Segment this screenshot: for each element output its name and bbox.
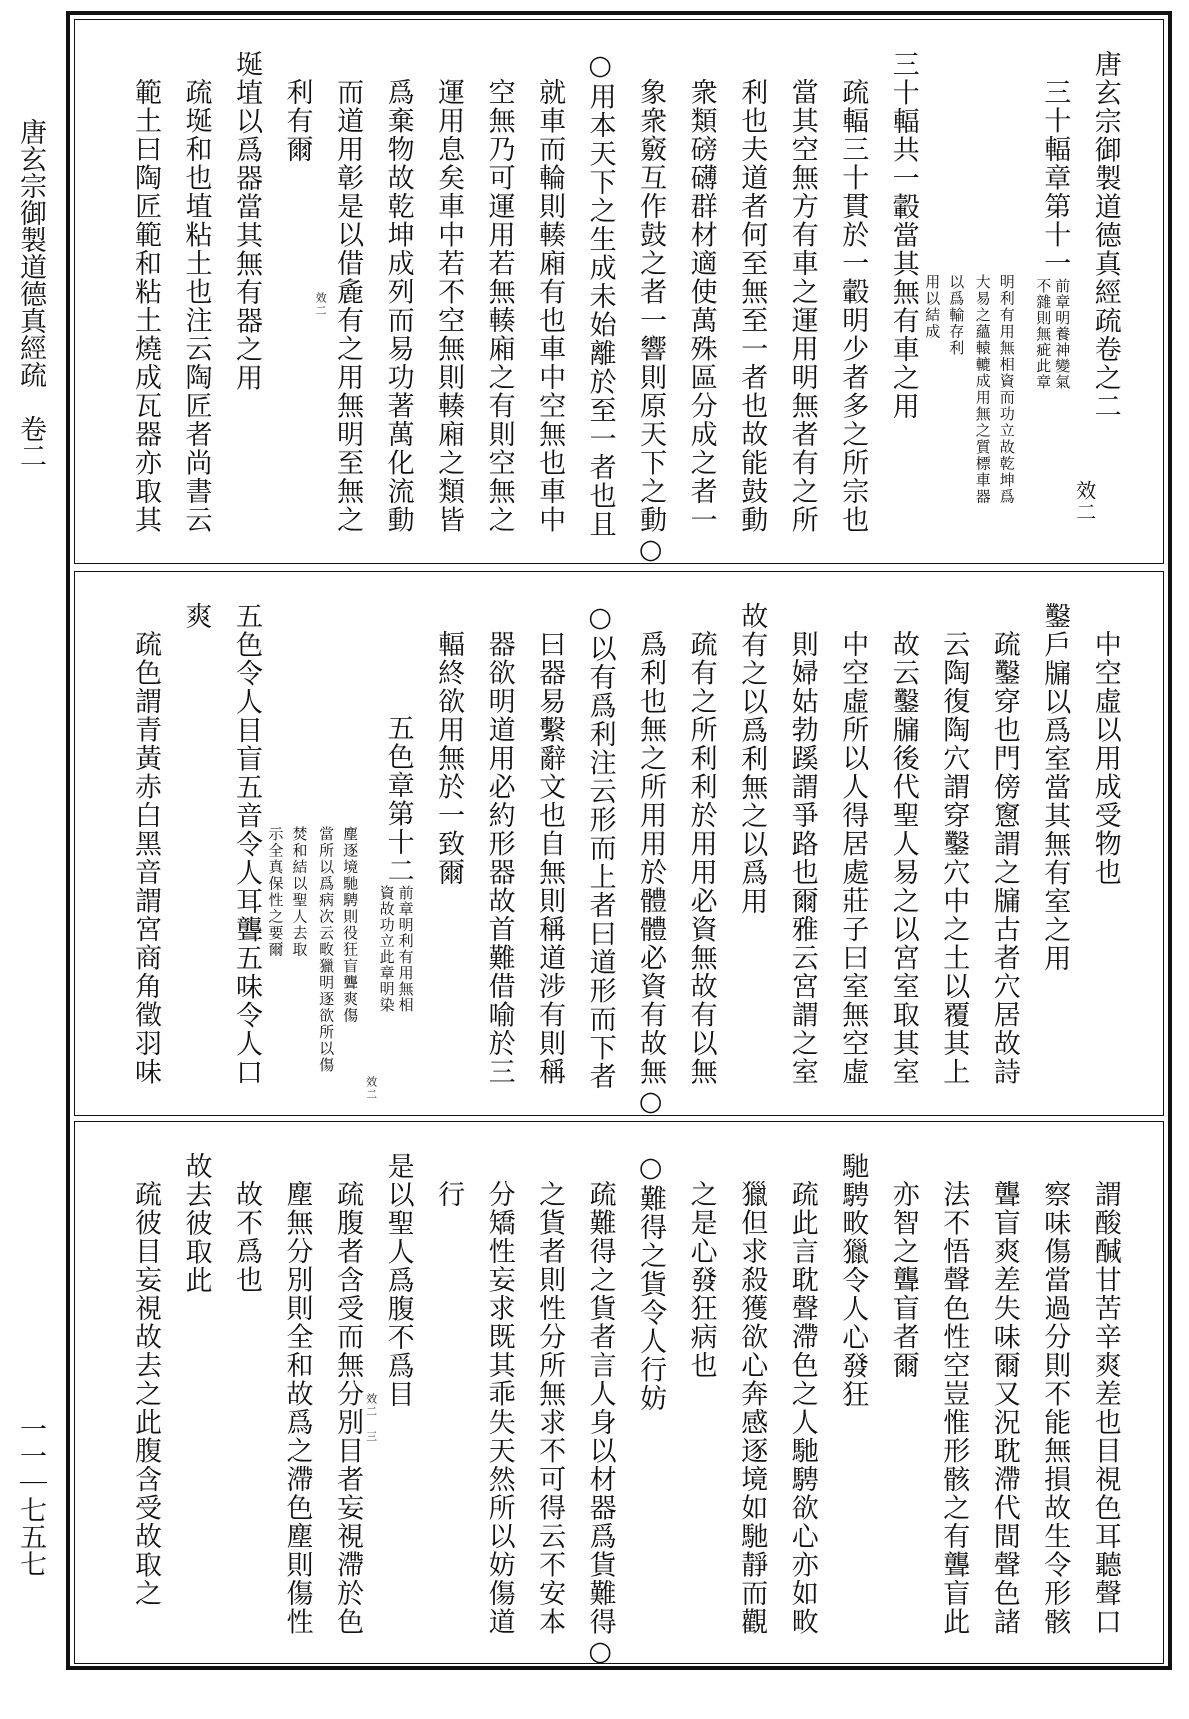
text-column	[919, 572, 969, 1115]
register-middle	[74, 571, 1164, 1119]
column-text: 而道用彰是以借麁有之用無明至無之	[332, 78, 364, 534]
column-text: 空無乃可運用若無輳廂之有則空無之	[483, 78, 515, 534]
text-column	[212, 20, 262, 563]
text-column	[364, 20, 414, 563]
column-text: 疏腹者含受而無分別目者妄視滯於色	[332, 1180, 364, 1636]
column-text: 馳騁畋獵令人心發狂	[837, 1152, 869, 1409]
text-column	[414, 20, 464, 563]
column-text: 衆類磅礴群材適使萬殊區分成之者一	[685, 78, 717, 534]
text-column	[667, 572, 717, 1115]
column-text: 是以聖人爲腹不爲目	[382, 1152, 414, 1409]
column-text: 疏埏和也埴粘土也注云陶匠者尚書云	[180, 78, 212, 534]
annotation-line: 當所以爲病次云畋獵明逐欲所以傷	[317, 826, 336, 1074]
column-text: 分矯性妄求既其乖失天然所以妨傷道	[483, 1180, 515, 1636]
text-column	[414, 572, 464, 1115]
column-text: 器欲明道用必約形器故首難借喻於三	[483, 630, 515, 1086]
column-text: 曰器易繫辭文也自無則稱道涉有則稱	[534, 630, 566, 1086]
side-mark: 效二 三	[364, 1392, 378, 1443]
margin-book-title: 唐玄宗御製道德真經疏 卷二	[15, 118, 46, 469]
text-column	[162, 20, 212, 563]
column-text: 疏彼目妄視故去之此腹含受故取之	[130, 1180, 161, 1608]
page-frame	[66, 11, 1172, 1670]
text-column	[768, 1122, 818, 1663]
text-column	[566, 20, 616, 563]
column-text: 故云鑿牖後代聖人易之以宮室取其室	[887, 630, 919, 1086]
annotation-line: 塵逐境馳騁則役狂盲聾爽傷	[341, 826, 360, 1024]
column-text: 輻終欲用無於一致爾	[433, 630, 465, 887]
text-column	[515, 20, 565, 563]
text-column	[414, 1122, 464, 1663]
text-column	[717, 1122, 767, 1663]
text-column	[616, 1122, 666, 1663]
text-column	[111, 1122, 161, 1663]
text-column	[465, 20, 515, 563]
column-text: 唐玄宗御製道德真經疏卷之二	[1089, 50, 1121, 421]
text-column	[566, 572, 616, 1115]
column-text: 鑿戶牖以爲室當其無有室之用	[1039, 602, 1071, 973]
text-column	[465, 572, 515, 1115]
text-column	[364, 1122, 414, 1663]
text-column	[212, 1122, 262, 1663]
annotation-line: 示全真保性之要爾	[266, 826, 285, 958]
column-text: 就車而輪則輳廂有也車中空無也車中	[534, 78, 566, 534]
annotation-line: 資故功立此章明染	[377, 885, 396, 1013]
text-column	[717, 20, 767, 563]
text-column	[566, 1122, 616, 1669]
text-column	[313, 20, 363, 563]
column-text: 五色章第十二	[382, 714, 414, 885]
inline-annotation	[1034, 278, 1070, 390]
column-text: 當其空無方有車之運用明無者有之所	[786, 78, 818, 534]
text-column	[162, 572, 212, 1115]
text-column	[717, 572, 767, 1115]
text-column	[919, 1122, 969, 1663]
text-column	[768, 572, 818, 1115]
column-text: 疏有之所利利於用用必資無故有以無	[685, 630, 717, 1086]
column-text: 亦智之聾盲者爾	[887, 1180, 919, 1380]
column-text: 聾盲爽差失味爾又況耽滯代間聲色諸	[988, 1180, 1020, 1636]
text-column	[869, 1122, 919, 1663]
column-text: 之是心發狂病也	[685, 1180, 717, 1380]
column-text: 謂酸醎甘苦辛爽差也目視色耳聽聲口	[1089, 1180, 1121, 1636]
column-text: 利也夫道者何至無至一者也故能鼓動	[736, 78, 768, 534]
column-text: 則婦姑勃蹊謂爭路也爾雅云宮謂之室	[786, 630, 818, 1086]
column-text: 疏色謂青黃赤白黑音謂宮商角徵羽味	[130, 630, 161, 1086]
margin-page-number: 一一｜七五七	[15, 1415, 46, 1577]
annotation-column	[919, 20, 969, 563]
column-text: ○以有爲利注云形而上者曰道形而下者	[584, 602, 616, 1091]
column-text: 爲利也無之所用用於體體必資有故無○	[635, 630, 667, 1119]
column-text: 三十輻共一轂當其無有車之用	[887, 50, 919, 421]
text-column	[1071, 1122, 1121, 1663]
column-text: 中空虛以用成受物也	[1089, 630, 1121, 887]
column-text: 云陶復陶穴謂穿鑿穴中之土以覆其上	[938, 630, 970, 1086]
annotation-line: 明利有用無相資而功立故乾坤爲	[997, 274, 1016, 505]
text-column	[869, 20, 919, 563]
annotation-line: 不雜則無疵此章	[1034, 277, 1053, 390]
text-column	[515, 1122, 565, 1663]
text-column	[869, 572, 919, 1115]
register-top	[74, 19, 1164, 567]
column-text: 疏鑿穿也門傍窻謂之牖古者穴居故詩	[988, 630, 1020, 1086]
column-text: 故不爲也	[231, 1180, 263, 1294]
column-text: 中空虛所以人得居處莊子曰室無空虛	[837, 630, 869, 1086]
column-text: 行	[433, 1180, 465, 1209]
text-column	[313, 1122, 363, 1663]
side-mark: 效二	[314, 291, 328, 317]
annotation-column	[970, 20, 1020, 563]
text-column	[667, 1122, 717, 1663]
column-text: 疏輻三十貫於一轂明少者多之所宗也	[837, 78, 869, 534]
text-column	[1020, 1122, 1070, 1663]
column-text: 塵無分別則全和故爲之滯色塵則傷性	[281, 1180, 313, 1636]
column-text: ○用本天下之生成未始離於至一者也且	[584, 50, 616, 539]
annotation-line: 前章明養神變氣	[1053, 277, 1072, 390]
column-text: 象衆竅互作鼓之者一響則原天下之動○	[635, 78, 667, 567]
text-column	[970, 1122, 1020, 1663]
annotation-column	[263, 572, 313, 1115]
text-column	[465, 1122, 515, 1663]
column-text: 五色令人目盲五音令人耳聾五味令人口	[231, 602, 263, 1087]
text-column	[667, 20, 717, 563]
column-text: 運用息矣車中若不空無則輳廂之類皆	[433, 78, 465, 534]
text-column	[818, 20, 868, 563]
text-column	[970, 572, 1020, 1115]
column-text: 範土曰陶匠範和粘土燒成瓦器亦取其	[130, 78, 161, 534]
inline-annotation	[378, 885, 414, 1013]
annotation-line: 大易之蘊轅轆成用無之質標車器	[973, 274, 992, 505]
text-column	[768, 20, 818, 563]
text-column	[263, 20, 313, 563]
text-column	[111, 572, 161, 1115]
register-bottom	[74, 1121, 1164, 1669]
column-text: 之貨者則性分所無求不可得云不安本	[534, 1180, 566, 1636]
text-column	[1020, 572, 1070, 1115]
text-column	[1071, 572, 1121, 1115]
column-text: 故去彼取此	[180, 1152, 212, 1295]
column-text: 疏此言耽聲滯色之人馳騁欲心亦如畋	[786, 1180, 818, 1636]
text-column	[1020, 20, 1070, 563]
text-column	[263, 1122, 313, 1663]
column-text: 獵但求殺獲欲心奔感逐境如馳靜而觀	[736, 1180, 768, 1636]
annotation-line: 焚和結以聖人去取	[290, 826, 309, 958]
text-column	[212, 572, 262, 1115]
column-text: 埏埴以爲器當其無有器之用	[231, 50, 263, 392]
text-column	[515, 572, 565, 1115]
column-text: 法不悟聲色性空豈惟形骸之有聾盲此	[938, 1180, 970, 1636]
column-text: 爲棄物故乾坤成列而易功著萬化流動	[382, 78, 414, 534]
column-text: 利有爾	[281, 78, 313, 164]
annotation-line: 以爲輸存利	[947, 274, 966, 357]
column-text: 三十輻章第十一	[1039, 78, 1071, 278]
text-column	[616, 572, 667, 1119]
column-text: 爽	[180, 602, 212, 631]
text-column	[364, 572, 414, 1115]
side-mark: 效二	[364, 1076, 378, 1101]
text-column	[818, 572, 868, 1115]
text-column	[1071, 20, 1121, 563]
column-text: 疏難得之貨者言人身以材器爲貨難得○	[584, 1180, 616, 1669]
text-column	[818, 1122, 868, 1663]
column-text: 察味傷當過分則不能無損故生令形骸	[1039, 1180, 1071, 1636]
edition-mark: 效二	[1072, 480, 1097, 523]
text-column	[162, 1122, 212, 1663]
annotation-column	[313, 572, 363, 1115]
column-text: 故有之以爲利無之以爲用	[736, 602, 768, 916]
text-column	[111, 20, 161, 563]
annotation-line: 用以結成	[923, 274, 942, 340]
column-text: ○難得之貨令人行妨	[635, 1152, 667, 1413]
annotation-line: 前章明利有用無相	[396, 885, 415, 1013]
text-column	[616, 20, 667, 567]
